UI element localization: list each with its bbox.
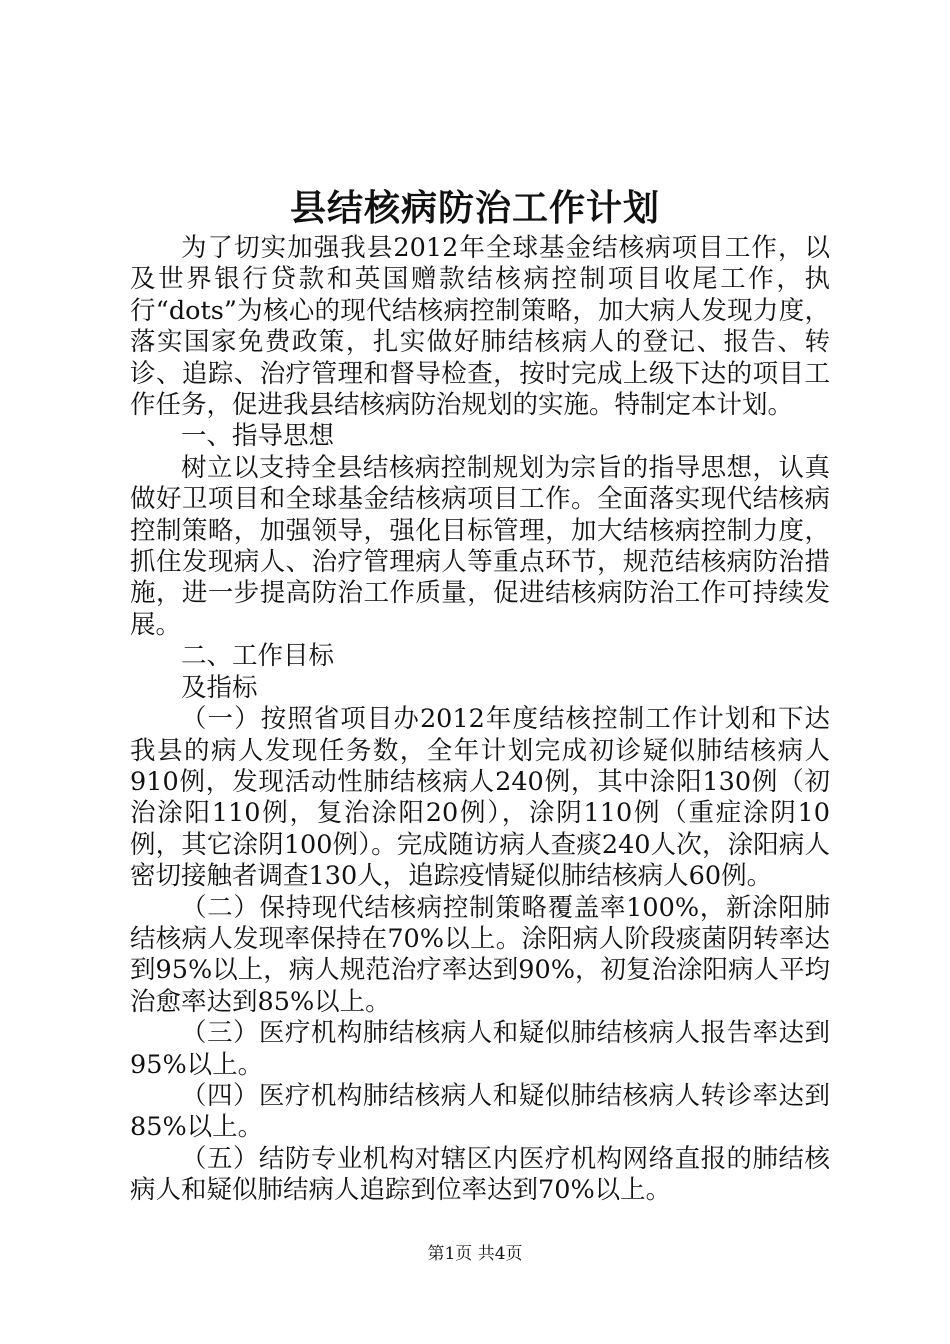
document-body (130, 233, 830, 1207)
section-heading-indicators: 及指标 (181, 672, 258, 703)
goal-item-4: （四）医疗机构肺结核病人和疑似肺结核病人转诊率达到85%以上。 (130, 1080, 830, 1143)
goal-item-1: （一）按照省项目办2012年度结核控制工作计划和下达我县的病人发现任务数，全年计划完成初诊疑似肺结核病人910例，发现活动性肺结核病人240例，其中涂阳130例（初治涂阳110例，复治涂阳20例），涂阴110例（重症涂阴10例，其它涂阴100例）。完成随访病人查痰240人次，涂阳病人密切接触者调查130人，追踪疫情疑似肺结核病人60例。 (130, 704, 830, 892)
guiding-ideology-paragraph: 树立以支持全县结核病控制规划为宗旨的指导思想，认真做好卫项目和全球基金结核病项目工作。全面落实现代结核病控制策略，加强领导，强化目标管理，加大结核病控制力度，抓住发现病人、治疗管理病人等重点环节，规范结核病防治措施，进一步提高防治工作质量，促进结核病防治工作可持续发展。 (130, 452, 830, 640)
section-heading-guiding-ideology: 一、指导思想 (181, 421, 335, 452)
section-heading-work-goals: 二、工作目标 (181, 641, 335, 672)
goal-item-2: （二）保持现代结核病控制策略覆盖率100%，新涂阳肺结核病人发现率保持在70%以上。涂阳病人阶段痰菌阴转率达到95%以上，病人规范治疗率达到90%，初复治涂阳病人平均治愈率达到85%以上。 (130, 892, 830, 1017)
document-title: 县结核病防治工作计划 (289, 187, 660, 229)
goal-item-3: （三）医疗机构肺结核病人和疑似肺结核病人报告率达到95%以上。 (130, 1018, 830, 1080)
goal-item-5: （五）结防专业机构对辖区内医疗机构网络直报的肺结核病人和疑似肺结病人追踪到位率达到70%以上。 (130, 1143, 830, 1206)
intro-paragraph: 为了切实加强我县2012年全球基金结核病项目工作，以及世界银行贷款和英国赠款结核病控制项目收尾工作，执行“dots”为核心的现代结核病控制策略，加大病人发现力度，落实国家免费政策，扎实做好肺结核病人的登记、报告、转诊、追踪、治疗管理和督导检查，按时完成上级下达的项目工作任务，促进我县结核病防治规划的实施。特制定本计划。 (130, 233, 830, 421)
page-number-footer: 第1页 共4页 (427, 1244, 523, 1264)
